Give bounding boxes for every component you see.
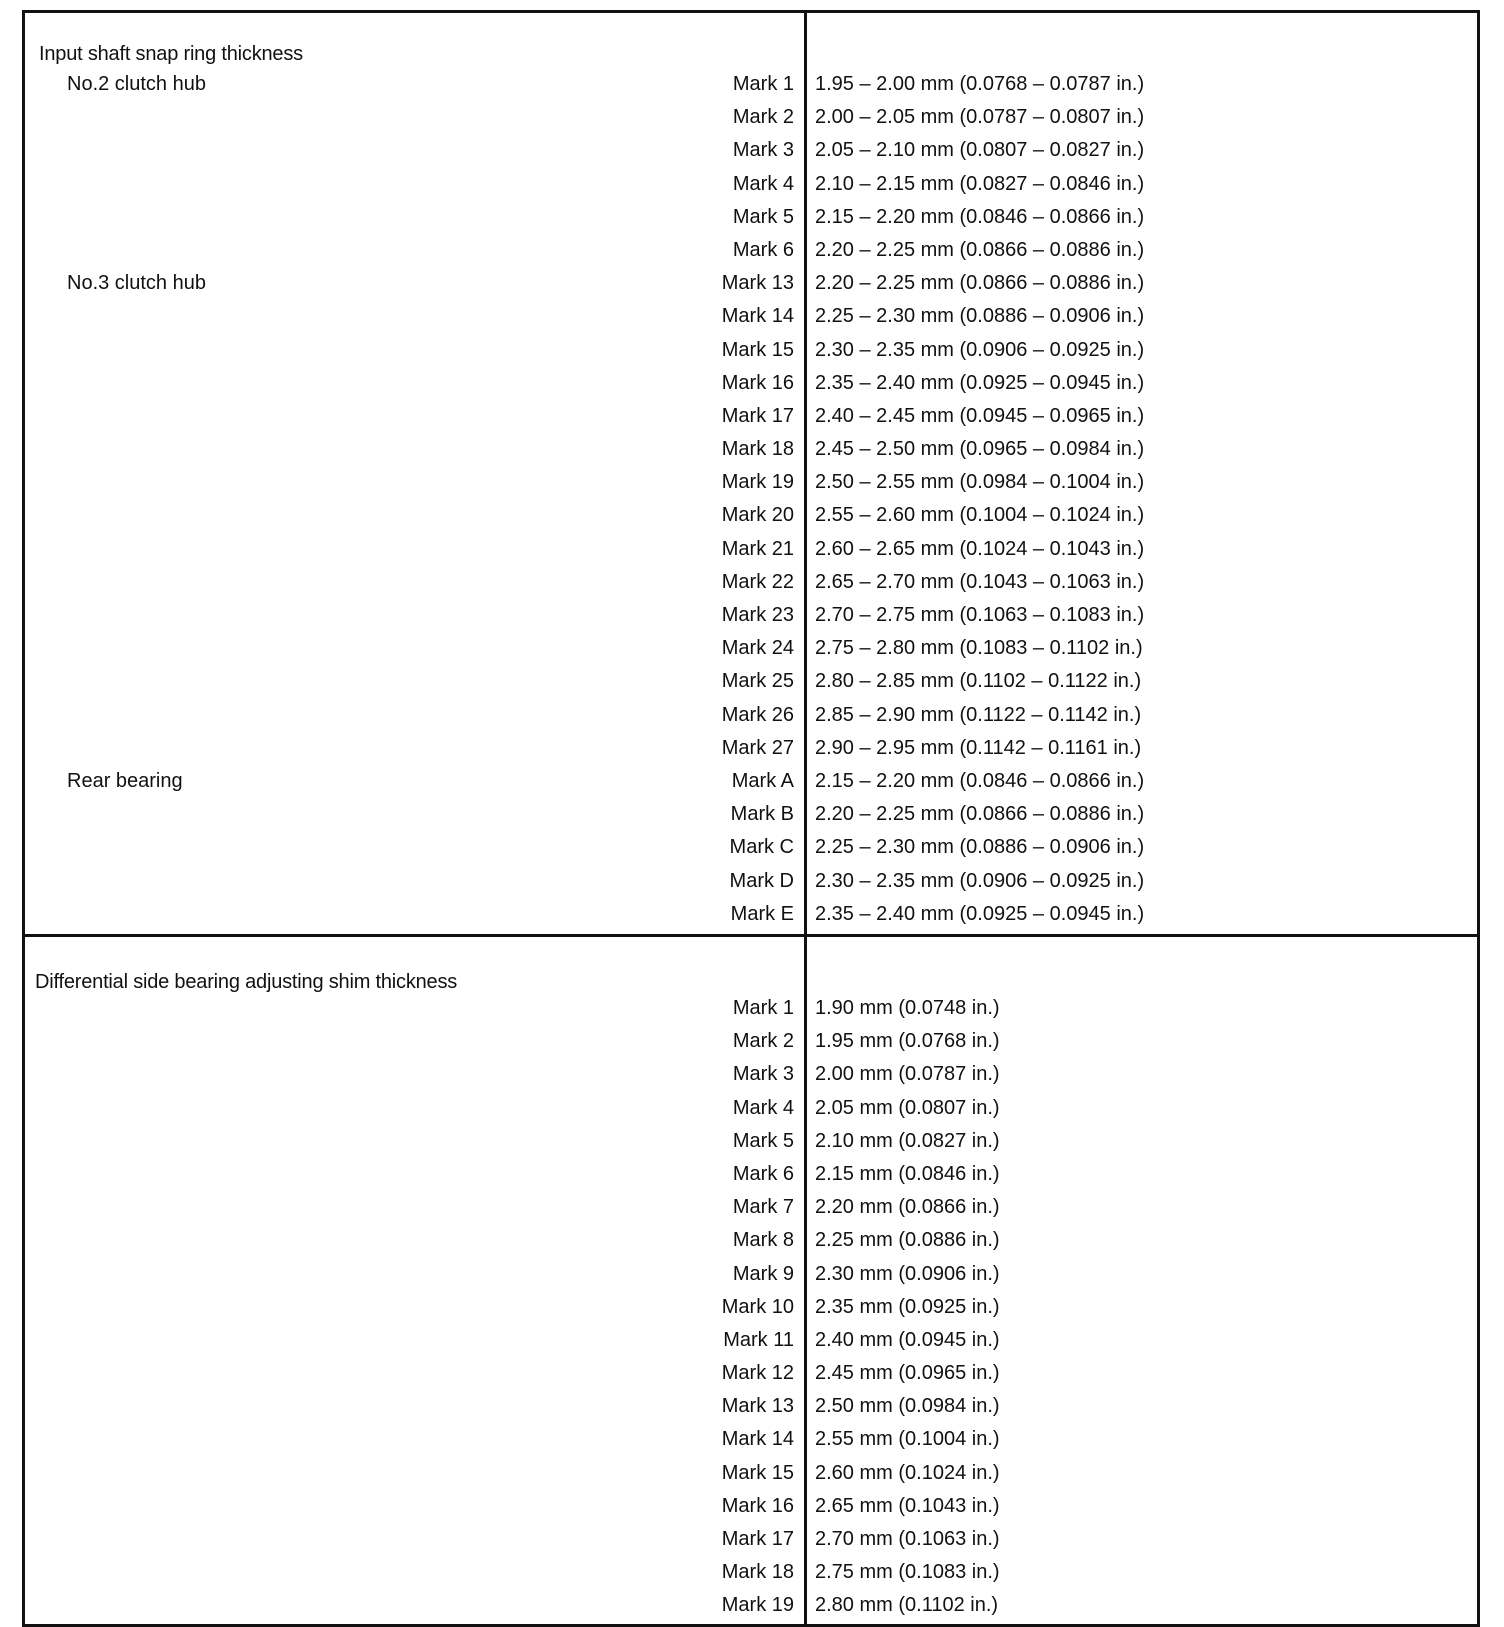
value-rows (807, 992, 1477, 1623)
label-rows (25, 68, 804, 931)
table-row (25, 632, 804, 665)
mark-label: Mark 2 (732, 1030, 794, 1053)
table-row (25, 1291, 804, 1324)
mark-label: Mark 1 (732, 997, 794, 1019)
table-row (25, 1025, 804, 1058)
thickness-value: 2.45 – 2.50 mm (0.0965 – 0.0984 in.) (815, 438, 1145, 461)
mark-label: Mark 22 (721, 570, 794, 593)
mark-label: Mark 15 (721, 1461, 794, 1484)
table-row (25, 433, 804, 466)
mark-label: Mark 4 (732, 1096, 794, 1119)
table-row (25, 1324, 804, 1357)
thickness-value: 2.15 – 2.20 mm (0.0846 – 0.0866 in.) (815, 769, 1145, 792)
mark-label: Mark 3 (732, 1063, 794, 1086)
table-row (25, 1191, 804, 1224)
group-label: Rear bearing (67, 769, 183, 792)
section-label-column (25, 13, 807, 934)
table-row (25, 134, 804, 167)
thickness-value: 2.25 – 2.30 mm (0.0886 – 0.0906 in.) (815, 305, 1145, 328)
table-row (25, 300, 804, 333)
table-row (25, 865, 804, 898)
thickness-value: 2.65 mm (0.1043 in.) (815, 1494, 1000, 1517)
mark-label: Mark 7 (732, 1196, 794, 1219)
spec-table (22, 10, 1480, 1627)
table-row (25, 1158, 804, 1191)
table-row (25, 1423, 804, 1456)
table-row (25, 732, 804, 765)
mark-label: Mark 16 (721, 371, 794, 394)
section-input-shaft-snap-ring (25, 13, 1477, 937)
thickness-value: 2.60 mm (0.1024 in.) (815, 1461, 1000, 1484)
thickness-value: 2.00 – 2.05 mm (0.0787 – 0.0807 in.) (815, 106, 1145, 129)
table-row (25, 499, 804, 532)
mark-label: Mark 3 (732, 139, 794, 162)
label-rows (25, 992, 804, 1623)
thickness-value: 1.90 mm (0.0748 in.) (815, 997, 1000, 1019)
table-row (25, 367, 804, 400)
table-row (25, 765, 804, 798)
mark-label: Mark 10 (721, 1295, 794, 1318)
thickness-value: 2.30 – 2.35 mm (0.0906 – 0.0925 in.) (815, 338, 1145, 361)
table-row (25, 1390, 804, 1423)
mark-label: Mark 17 (721, 404, 794, 427)
section-differential-shim (25, 937, 1477, 1624)
thickness-value: 2.70 mm (0.1063 in.) (815, 1528, 1000, 1550)
thickness-value: 2.65 – 2.70 mm (0.1043 – 0.1063 in.) (815, 570, 1145, 593)
table-row (25, 201, 804, 234)
table-row (25, 566, 804, 599)
thickness-value: 2.60 – 2.65 mm (0.1024 – 0.1043 in.) (815, 537, 1145, 560)
thickness-value: 2.90 – 2.95 mm (0.1142 – 0.1161 in.) (815, 736, 1142, 759)
thickness-value: 2.20 – 2.25 mm (0.0866 – 0.0886 in.) (815, 803, 1145, 826)
thickness-value: 2.85 – 2.90 mm (0.1122 – 0.1142 in.) (815, 703, 1142, 726)
value-rows (807, 68, 1477, 931)
mark-label: Mark 6 (732, 238, 794, 261)
section-title: Differential side bearing adjusting shim thickness (35, 971, 458, 993)
section-value-column (807, 13, 1477, 934)
mark-label: Mark 18 (721, 1561, 794, 1584)
table-row (25, 234, 804, 267)
thickness-value: 2.70 – 2.75 mm (0.1063 – 0.1083 in.) (815, 604, 1145, 626)
thickness-value: 2.80 – 2.85 mm (0.1102 – 0.1122 in.) (815, 670, 1142, 693)
thickness-value: 2.25 mm (0.0886 in.) (815, 1229, 1000, 1252)
mark-label: Mark 16 (721, 1494, 794, 1517)
mark-label: Mark 18 (721, 438, 794, 461)
thickness-value: 2.05 mm (0.0807 in.) (815, 1096, 1000, 1119)
mark-label: Mark 20 (721, 504, 794, 527)
thickness-value: 2.40 mm (0.0945 in.) (815, 1328, 1000, 1351)
mark-label: Mark 13 (721, 1395, 794, 1418)
mark-label: Mark 13 (721, 272, 794, 295)
table-row (25, 665, 804, 698)
mark-label: Mark 26 (721, 703, 794, 726)
mark-label: Mark C (729, 836, 794, 859)
thickness-value: 2.25 – 2.30 mm (0.0886 – 0.0906 in.) (815, 836, 1145, 859)
thickness-value: 2.30 – 2.35 mm (0.0906 – 0.0925 in.) (815, 869, 1145, 892)
mark-label: Mark 5 (732, 1129, 794, 1152)
section-value-column (807, 937, 1477, 1624)
section-label-column (25, 937, 807, 1624)
thickness-value: 2.55 – 2.60 mm (0.1004 – 0.1024 in.) (815, 504, 1145, 527)
thickness-value: 2.15 mm (0.0846 in.) (815, 1162, 1000, 1185)
mark-label: Mark A (731, 769, 794, 792)
mark-label: Mark 4 (732, 172, 794, 195)
table-row (25, 1258, 804, 1291)
thickness-value: 2.35 – 2.40 mm (0.0925 – 0.0945 in.) (815, 902, 1145, 925)
mark-label: Mark 24 (721, 637, 794, 660)
table-row (25, 400, 804, 433)
mark-label: Mark 6 (732, 1162, 794, 1185)
group-label: No.3 clutch hub (67, 272, 206, 295)
group-label: No.2 clutch hub (67, 73, 206, 95)
mark-label: Mark 25 (721, 670, 794, 693)
thickness-value: 2.45 mm (0.0965 in.) (815, 1362, 1000, 1385)
mark-label: Mark 14 (721, 1428, 794, 1451)
mark-label: Mark B (730, 803, 794, 826)
mark-label: Mark 21 (721, 537, 794, 560)
table-row (25, 466, 804, 499)
mark-label: Mark E (730, 902, 794, 925)
table-row (25, 101, 804, 134)
thickness-value: 2.75 mm (0.1083 in.) (815, 1561, 1000, 1584)
thickness-value: 2.20 mm (0.0866 in.) (815, 1196, 1000, 1219)
thickness-value: 1.95 mm (0.0768 in.) (815, 1030, 1000, 1053)
thickness-value: 2.55 mm (0.1004 in.) (815, 1428, 1000, 1451)
section-title: Input shaft snap ring thickness (39, 43, 303, 65)
table-row (25, 1092, 804, 1125)
mark-label: Mark 8 (732, 1229, 794, 1252)
thickness-value: 2.15 – 2.20 mm (0.0846 – 0.0866 in.) (815, 205, 1145, 228)
thickness-value: 2.10 mm (0.0827 in.) (815, 1129, 1000, 1152)
table-row (25, 1556, 804, 1589)
mark-label: Mark 14 (721, 305, 794, 328)
table-row (25, 1357, 804, 1390)
mark-label: Mark 17 (721, 1528, 794, 1550)
table-row (25, 898, 804, 931)
mark-label: Mark 2 (732, 106, 794, 129)
mark-label: Mark 12 (721, 1362, 794, 1385)
thickness-value: 2.00 mm (0.0787 in.) (815, 1063, 1000, 1086)
table-row (25, 168, 804, 201)
thickness-value: 2.40 – 2.45 mm (0.0945 – 0.0965 in.) (815, 404, 1145, 427)
table-row (25, 992, 804, 1025)
thickness-value: 2.05 – 2.10 mm (0.0807 – 0.0827 in.) (815, 139, 1145, 162)
thickness-value: 2.50 mm (0.0984 in.) (815, 1395, 1000, 1418)
mark-label: Mark 27 (721, 736, 794, 759)
mark-label: Mark 23 (721, 604, 794, 626)
mark-label: Mark 19 (721, 1594, 794, 1617)
table-row (25, 1589, 804, 1622)
thickness-value: 2.75 – 2.80 mm (0.1083 – 0.1102 in.) (815, 637, 1143, 660)
table-row (25, 831, 804, 864)
table-row (25, 1457, 804, 1490)
thickness-value: 2.80 mm (0.1102 in.) (815, 1594, 999, 1617)
table-row (25, 267, 804, 300)
mark-label: Mark 19 (721, 471, 794, 494)
table-row (25, 1058, 804, 1091)
table-row (25, 1224, 804, 1257)
thickness-value: 2.30 mm (0.0906 in.) (815, 1262, 1000, 1285)
table-row (25, 798, 804, 831)
thickness-value: 2.10 – 2.15 mm (0.0827 – 0.0846 in.) (815, 172, 1145, 195)
mark-label: Mark 15 (721, 338, 794, 361)
mark-label: Mark 5 (732, 205, 794, 228)
thickness-value: 1.95 – 2.00 mm (0.0768 – 0.0787 in.) (815, 73, 1145, 95)
thickness-value: 2.35 mm (0.0925 in.) (815, 1295, 1000, 1318)
table-row (25, 1125, 804, 1158)
table-row (25, 699, 804, 732)
table-row (25, 68, 804, 101)
table-row (25, 599, 804, 632)
thickness-value: 2.50 – 2.55 mm (0.0984 – 0.1004 in.) (815, 471, 1145, 494)
thickness-value: 2.35 – 2.40 mm (0.0925 – 0.0945 in.) (815, 371, 1145, 394)
table-row (25, 533, 804, 566)
table-row (25, 334, 804, 367)
mark-label: Mark 11 (723, 1328, 794, 1351)
mark-label: Mark 9 (732, 1262, 794, 1285)
table-row (25, 1490, 804, 1523)
thickness-value: 2.20 – 2.25 mm (0.0866 – 0.0886 in.) (815, 272, 1145, 295)
mark-label: Mark D (729, 869, 794, 892)
thickness-value: 2.20 – 2.25 mm (0.0866 – 0.0886 in.) (815, 238, 1145, 261)
table-row (25, 1523, 804, 1556)
mark-label: Mark 1 (732, 73, 794, 95)
